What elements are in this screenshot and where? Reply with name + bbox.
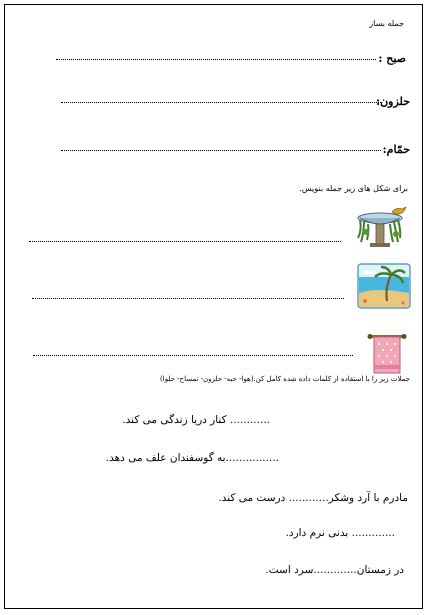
- bird-bath-icon: [354, 202, 410, 250]
- sentence-3: مادرم با آرد وشکر............ درست می کند.: [218, 492, 408, 504]
- section3-instruction: جملات زیر را با استفاده از کلمات داده شده کامل کن.(هوا- حبه- حلزون- تمساح- حلوا): [160, 375, 410, 383]
- answer-line-1[interactable]: [56, 59, 376, 60]
- section-title: جمله بساز: [369, 19, 404, 28]
- answer-line-3[interactable]: [61, 150, 381, 151]
- worksheet: [4, 4, 423, 609]
- word-2: حلزون:: [376, 95, 410, 108]
- sentence-1: ............ کنار دریا زندگی می کند.: [122, 414, 270, 426]
- word-3: حمّام:: [382, 143, 410, 156]
- sentence-2: ................به گوسفندان علف می دهد.: [105, 452, 279, 464]
- answer-line-2[interactable]: [61, 102, 381, 103]
- picture-line-3[interactable]: [33, 355, 353, 356]
- towel-icon: [367, 332, 407, 376]
- beach-island-icon: [357, 263, 411, 309]
- section2-instruction: برای شکل های زیر جمله بنویس.: [299, 184, 408, 193]
- sentence-4: ............. بدنی نرم دارد.: [285, 527, 395, 539]
- word-1: صبح :: [378, 52, 406, 65]
- sentence-5: در زمستان.............سرد است.: [265, 564, 404, 576]
- picture-line-2[interactable]: [32, 298, 344, 299]
- picture-line-1[interactable]: [29, 241, 341, 242]
